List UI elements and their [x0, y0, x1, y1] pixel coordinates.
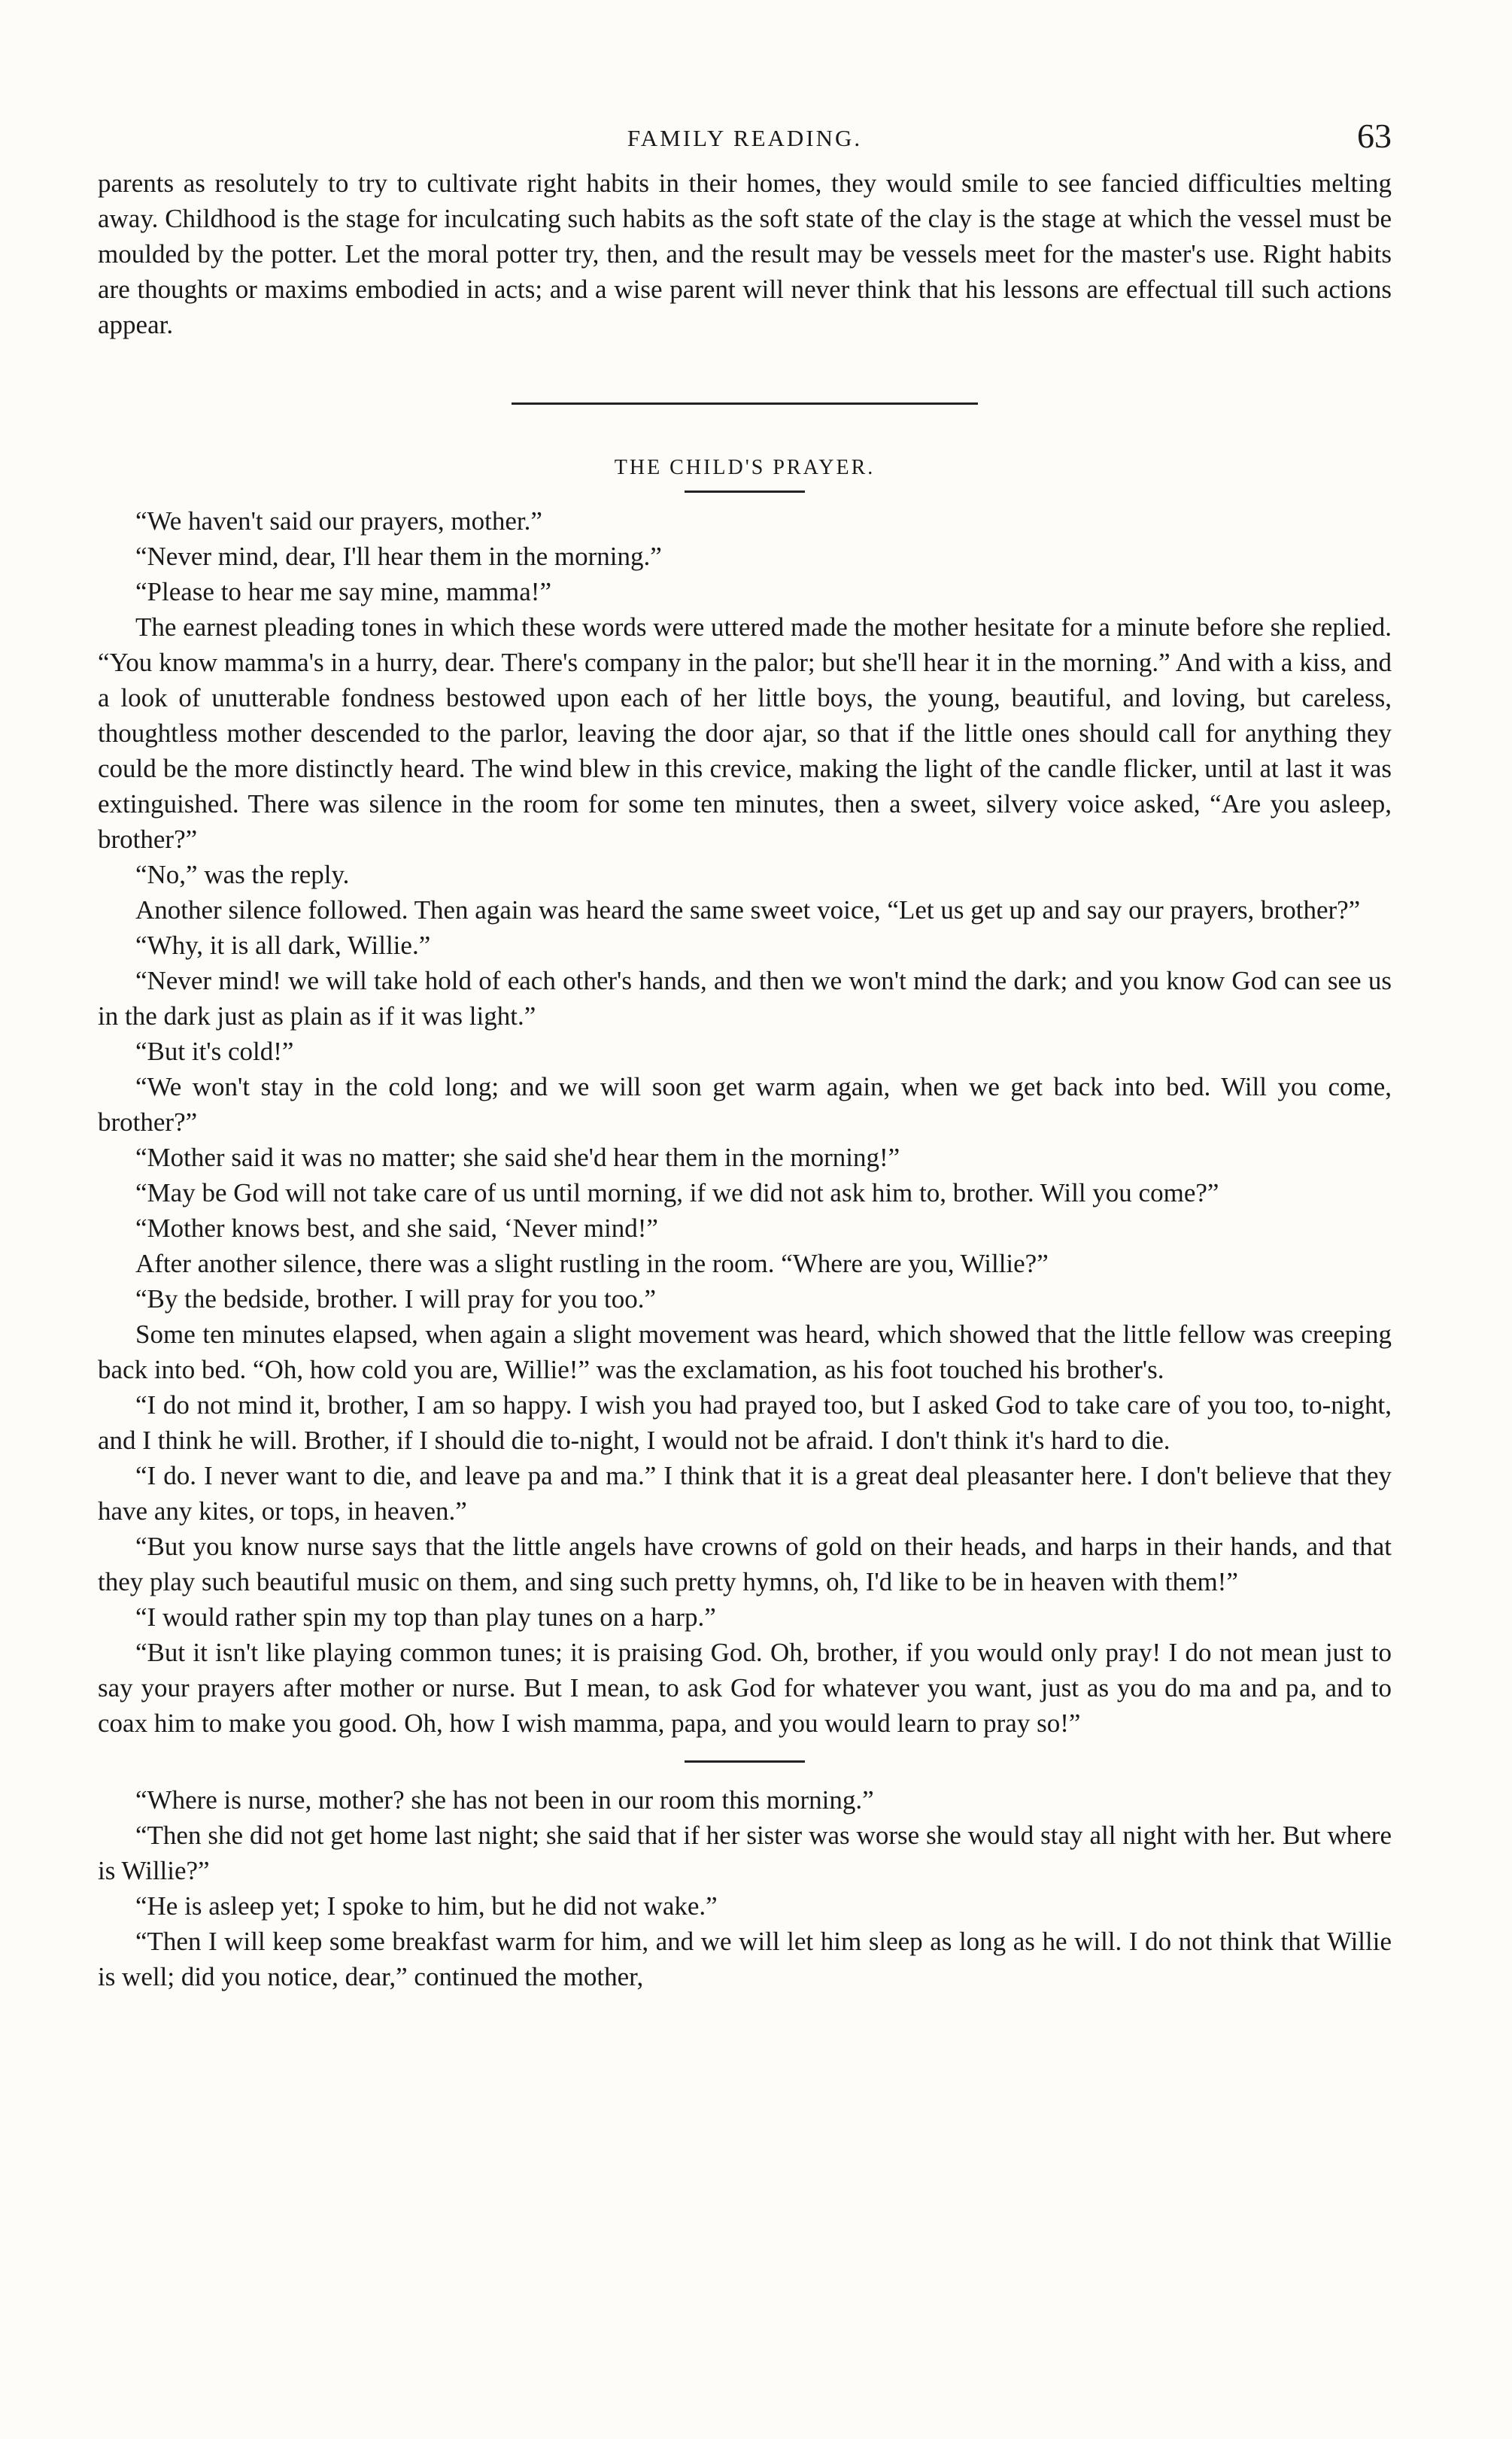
paragraph: “I do. I never want to die, and leave pa and ma.” I think that it is a great deal pleasanter here. I don't believe that they have any kites, or tops, in heaven.”	[98, 1461, 1392, 1526]
paragraph: After another silence, there was a slight rustling in the room. “Where are you, Willie?”	[135, 1249, 1049, 1278]
paragraph: “I do not mind it, brother, I am so happy. I wish you had prayed too, but I asked God to take care of you too, to-night, and I think he will. Brother, if I should die to-night, I would not be afraid. I don't think it's hard to die.	[98, 1390, 1392, 1455]
paragraph: “Where is nurse, mother? she has not been in our room this morning.”	[135, 1785, 874, 1815]
paragraph: “Never mind! we will take hold of each other's hands, and then we won't mind the dark; and you know God can see us in the dark just as plain as if it was light.”	[98, 966, 1392, 1031]
paragraph: “May be God will not take care of us until morning, if we did not ask him to, brother. Will you come?”	[135, 1178, 1219, 1207]
article-body	[98, 503, 1392, 1994]
paragraph: “We haven't said our prayers, mother.”	[135, 506, 542, 536]
running-header	[98, 113, 1392, 166]
scene-break-rule	[685, 1760, 805, 1763]
article-title: THE CHILD'S PRAYER.	[614, 456, 876, 479]
paragraph: “But you know nurse says that the little angels have crowns of gold on their heads, and harps in their hands, and that they play such beautiful music on them, and sing such pretty hymns, oh, I'd like to be in heaven with them!”	[98, 1532, 1392, 1596]
paragraph: “Mother said it was no matter; she said she'd hear them in the morning!”	[135, 1143, 900, 1172]
paragraph: “Why, it is all dark, Willie.”	[135, 931, 431, 960]
paragraph: “Mother knows best, and she said, ‘Never mind!”	[135, 1213, 658, 1243]
paragraph: “He is asleep yet; I spoke to him, but he did not wake.”	[135, 1891, 718, 1921]
paragraph: The earnest pleading tones in which these words were uttered made the mother hesitate for a minute before she replied. “You know mamma's in a hurry, dear. There's company in the palor; but she'll hear it in the morning.” And with a kiss, and a look of unutterable fondness bestowed upon each of her little boys, the young, beautiful, and loving, but careless, thoughtless mother descended to the parlor, leaving the door ajar, so that if the little ones should call for anything they could be the more distinctly heard. The wind blew in this crevice, making the light of the candle flicker, until at last it was extinguished. There was silence in the room for some ten minutes, then a sweet, silvery voice asked, “Are you asleep, brother?”	[98, 612, 1392, 854]
paragraph: “But it isn't like playing common tunes; it is praising God. Oh, brother, if you would only pray! I do not mean just to say your prayers after mother or nurse. But I mean, to ask God for whatever you want, just as you do ma and pa, and to coax him to make you good. Oh, how I wish mamma, papa, and you would learn to pray so!”	[98, 1638, 1392, 1738]
paragraph: “Then she did not get home last night; she said that if her sister was worse she would stay all night with her. But where is Willie?”	[98, 1821, 1392, 1885]
paragraph: “I would rather spin my top than play tunes on a harp.”	[135, 1602, 716, 1632]
paragraph: “Never mind, dear, I'll hear them in the morning.”	[135, 542, 662, 571]
paragraph: “Then I will keep some breakfast warm for him, and we will let him sleep as long as he will. I do not think that Willie is well; did you notice, dear,” continued the mother,	[98, 1927, 1392, 1991]
paragraph: “But it's cold!”	[135, 1037, 294, 1066]
paragraph: Some ten minutes elapsed, when again a slight movement was heard, which showed that the little fellow was creeping back into bed. “Oh, how cold you are, Willie!” was the exclamation, as his foot touched his brother's.	[98, 1320, 1392, 1384]
paragraph: “We won't stay in the cold long; and we will soon get warm again, when we get back into bed. Will you come, brother?”	[98, 1072, 1392, 1137]
intro-paragraph: parents as resolutely to try to cultivate right habits in their homes, they would smile to see fancied difficulties melting away. Childhood is the stage for inculcating such habits as the soft state of the clay is the stage at which the vessel must be moulded by the potter. Let the moral potter try, then, and the result may be vessels meet for the master's use. Right habits are thoughts or maxims embodied in acts; and a wise parent will never think that his lessons are effectual till such actions appear.	[98, 169, 1392, 339]
paragraph: “By the bedside, brother. I will pray for you too.”	[135, 1284, 657, 1314]
section-divider	[512, 402, 978, 405]
page-number: 63	[1357, 117, 1392, 155]
paragraph: Another silence followed. Then again was heard the same sweet voice, “Let us get up and say our prayers, brother?”	[135, 895, 1361, 925]
title-underline	[685, 491, 805, 493]
running-title: FAMILY READING.	[627, 125, 863, 151]
paragraph: “No,” was the reply.	[135, 860, 350, 889]
page	[98, 113, 1392, 1994]
paragraph: “Please to hear me say mine, mamma!”	[135, 577, 551, 606]
